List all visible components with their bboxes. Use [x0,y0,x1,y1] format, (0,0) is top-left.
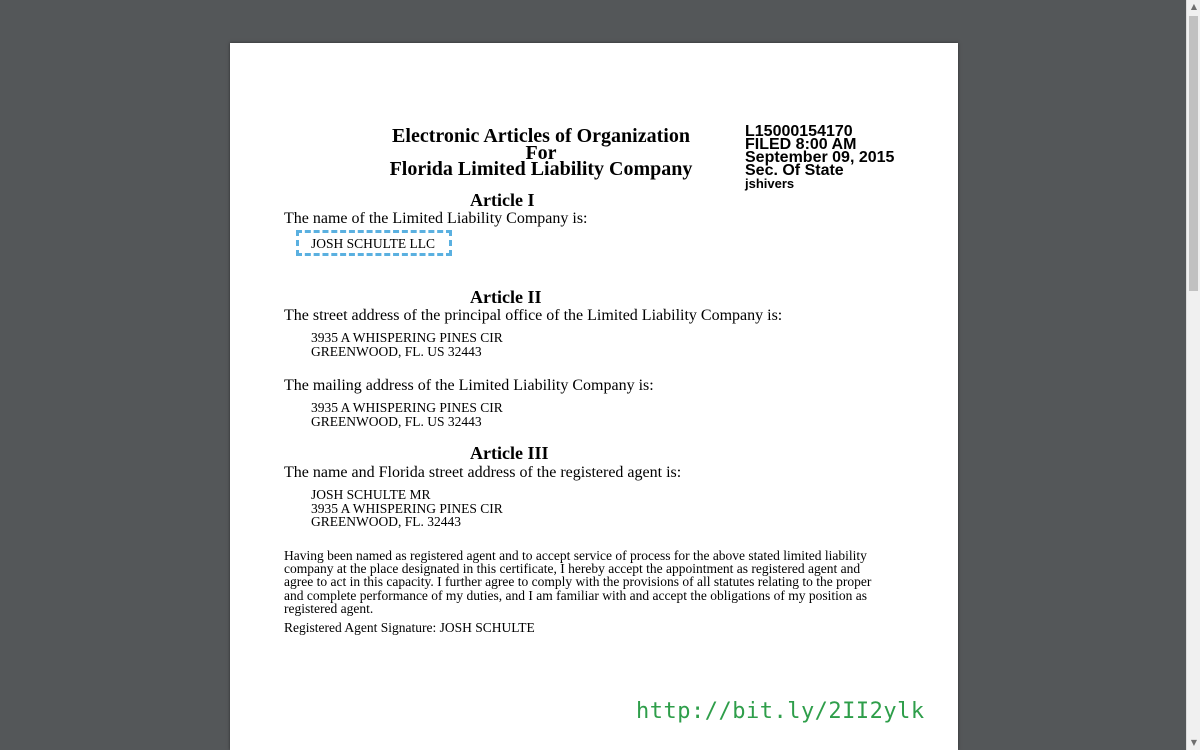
stamp-doc-number: L15000154170 [745,123,853,140]
vertical-scrollbar[interactable] [1186,0,1200,750]
stamp-date: September 09, 2015 [745,149,895,166]
agent-acceptance-paragraph: Having been named as registered agent and to accept service of process for the above stated limited liability company at the place designated in this certificate, I hereby accept the appointment as registered agent and agree to act in this capacity. I further agree to comply with the provisions of all statutes relating to the proper and complete performance of my duties, and I am familiar with and accept the obligations of my position as registered agent. [284,548,872,616]
principal-office-text: The street address of the principal office of the Limited Liability Company is: [284,307,783,324]
document-title-line2: For [525,142,557,164]
agent-name: JOSH SCHULTE MR [311,487,431,502]
mailing-address-text: The mailing address of the Limited Liability Company is: [284,377,654,394]
mailing-address-line2: GREENWOOD, FL. US 32443 [311,413,482,429]
article-1-heading: Article I [470,190,535,210]
principal-address-line1: 3935 A WHISPERING PINES CIR [311,330,503,345]
agent-address-line1: 3935 A WHISPERING PINES CIR [311,500,503,516]
scroll-up-arrow-icon[interactable]: ▲ [1190,2,1198,11]
mailing-address-line1: 3935 A WHISPERING PINES CIR [311,400,503,415]
document-title-line1: Electronic Articles of Organization [392,125,690,147]
company-name-field[interactable]: JOSH SCHULTE LLC [296,230,452,256]
article-2-heading: Article II [470,287,542,307]
article-3-heading: Article III [470,443,549,463]
mailing-address [311,401,503,428]
stamp-office: Sec. Of State [745,162,844,179]
scroll-down-arrow-icon[interactable]: ▼ [1190,738,1198,747]
document-title-line3: Florida Limited Liability Company [389,158,693,180]
principal-address [311,331,503,358]
agent-signature-line: Registered Agent Signature: JOSH SCHULTE [284,620,535,635]
scroll-thumb[interactable] [1189,16,1198,291]
agent-address-line2: GREENWOOD, FL. 32443 [311,514,461,529]
registered-agent-text: The name and Florida street address of the registered agent is: [284,464,682,481]
overlay-url-link[interactable]: http://bit.ly/2II2ylk [636,699,925,724]
filing-stamp [745,125,894,190]
stamp-clerk: jshivers [745,176,795,191]
stamp-filed: FILED 8:00 AM [745,136,857,153]
principal-address-line2: GREENWOOD, FL. US 32443 [311,343,482,359]
document-page [230,43,958,750]
article-1-text: The name of the Limited Liability Company is: [284,210,588,227]
registered-agent-address [311,488,503,529]
